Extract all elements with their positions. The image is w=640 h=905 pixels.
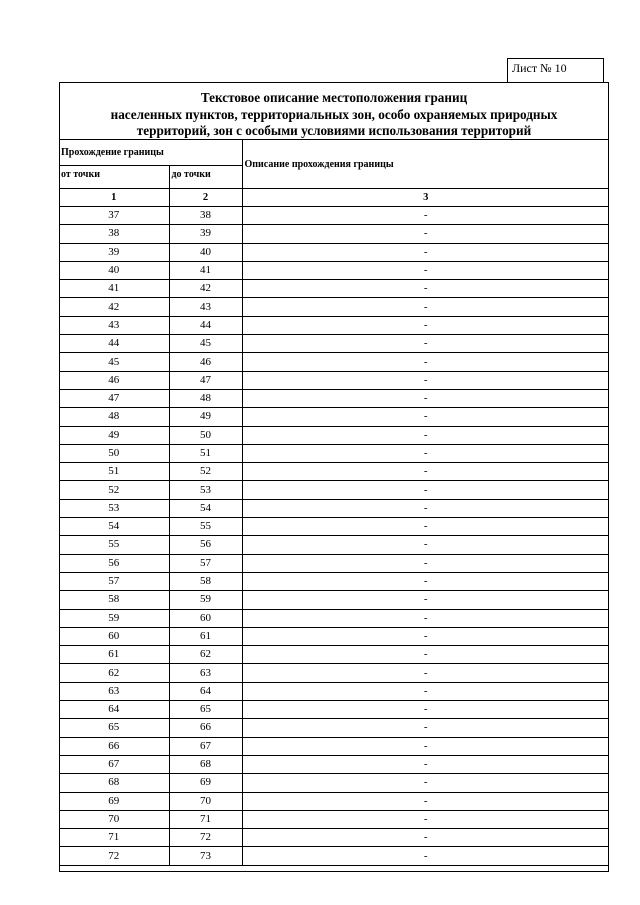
column-number-2: 2	[169, 189, 242, 207]
table-row	[59, 774, 609, 792]
table-row	[59, 499, 609, 517]
from-point-cell: 38	[59, 225, 169, 243]
to-point-cell: 41	[169, 261, 242, 279]
column-number-3: 3	[242, 189, 609, 207]
description-cell: -	[242, 243, 609, 261]
to-point-cell: 66	[169, 719, 242, 737]
table-row	[59, 298, 609, 316]
description-cell: -	[242, 792, 609, 810]
to-point-cell: 47	[169, 371, 242, 389]
description-cell: -	[242, 719, 609, 737]
description-header: Описание прохождения границы	[242, 140, 609, 189]
table-row	[59, 225, 609, 243]
to-point-cell: 54	[169, 499, 242, 517]
from-point-cell: 41	[59, 280, 169, 298]
table-row	[59, 554, 609, 572]
from-point-cell: 69	[59, 792, 169, 810]
table-row	[59, 280, 609, 298]
from-point-cell: 48	[59, 408, 169, 426]
table-row	[59, 207, 609, 225]
description-cell: -	[242, 335, 609, 353]
to-point-cell: 49	[169, 408, 242, 426]
from-point-cell: 37	[59, 207, 169, 225]
table-row	[59, 316, 609, 334]
description-cell: -	[242, 389, 609, 407]
description-cell: -	[242, 774, 609, 792]
table-row	[59, 682, 609, 700]
to-point-cell: 53	[169, 481, 242, 499]
to-point-cell: 65	[169, 701, 242, 719]
table-row	[59, 646, 609, 664]
from-point-cell: 59	[59, 609, 169, 627]
description-cell: -	[242, 810, 609, 828]
column-number-row	[59, 189, 609, 207]
table-row	[59, 810, 609, 828]
passage-header: Прохождение границы	[59, 140, 242, 166]
to-point-cell: 43	[169, 298, 242, 316]
description-cell: -	[242, 755, 609, 773]
table-row	[59, 591, 609, 609]
table-row	[59, 792, 609, 810]
to-point-cell: 55	[169, 518, 242, 536]
description-cell: -	[242, 554, 609, 572]
table-row	[59, 701, 609, 719]
description-cell: -	[242, 572, 609, 590]
description-cell: -	[242, 444, 609, 462]
to-point-cell: 72	[169, 829, 242, 847]
from-point-cell: 42	[59, 298, 169, 316]
to-point-cell: 62	[169, 646, 242, 664]
to-point-cell: 71	[169, 810, 242, 828]
from-point-cell: 71	[59, 829, 169, 847]
from-point-cell: 39	[59, 243, 169, 261]
from-point-cell: 53	[59, 499, 169, 517]
from-point-cell: 46	[59, 371, 169, 389]
description-cell: -	[242, 499, 609, 517]
table-row	[59, 261, 609, 279]
to-point-cell: 39	[169, 225, 242, 243]
table-row	[59, 243, 609, 261]
from-point-cell: 68	[59, 774, 169, 792]
table-row	[59, 353, 609, 371]
description-cell: -	[242, 207, 609, 225]
from-point-cell: 50	[59, 444, 169, 462]
to-point-cell: 48	[169, 389, 242, 407]
from-point-cell: 62	[59, 664, 169, 682]
from-point-cell: 47	[59, 389, 169, 407]
description-cell: -	[242, 481, 609, 499]
from-point-cell: 51	[59, 463, 169, 481]
from-point-cell: 61	[59, 646, 169, 664]
to-point-header: до точки	[169, 166, 242, 189]
description-cell: -	[242, 463, 609, 481]
boundary-table	[59, 139, 609, 866]
from-point-cell: 49	[59, 426, 169, 444]
to-point-cell: 38	[169, 207, 242, 225]
to-point-cell: 60	[169, 609, 242, 627]
table-row	[59, 389, 609, 407]
from-point-cell: 67	[59, 755, 169, 773]
description-cell: -	[242, 225, 609, 243]
to-point-cell: 40	[169, 243, 242, 261]
description-cell: -	[242, 261, 609, 279]
description-cell: -	[242, 316, 609, 334]
description-cell: -	[242, 280, 609, 298]
table-row	[59, 829, 609, 847]
description-cell: -	[242, 664, 609, 682]
description-cell: -	[242, 408, 609, 426]
to-point-cell: 56	[169, 536, 242, 554]
from-point-cell: 54	[59, 518, 169, 536]
description-cell: -	[242, 682, 609, 700]
column-number-1: 1	[59, 189, 169, 207]
table-row	[59, 371, 609, 389]
from-point-cell: 72	[59, 847, 169, 865]
to-point-cell: 50	[169, 426, 242, 444]
document-title	[59, 82, 609, 140]
to-point-cell: 59	[169, 591, 242, 609]
from-point-cell: 55	[59, 536, 169, 554]
to-point-cell: 45	[169, 335, 242, 353]
table-row	[59, 627, 609, 645]
from-point-cell: 40	[59, 261, 169, 279]
table-row	[59, 664, 609, 682]
to-point-cell: 63	[169, 664, 242, 682]
description-cell: -	[242, 371, 609, 389]
to-point-cell: 42	[169, 280, 242, 298]
from-point-cell: 60	[59, 627, 169, 645]
table-row	[59, 755, 609, 773]
description-cell: -	[242, 353, 609, 371]
table-row	[59, 609, 609, 627]
table-row	[59, 463, 609, 481]
sheet-number-label: Лист № 10	[507, 58, 604, 83]
description-cell: -	[242, 646, 609, 664]
from-point-cell: 64	[59, 701, 169, 719]
from-point-cell: 63	[59, 682, 169, 700]
title-line-1: Текстовое описание местоположения границ	[200, 90, 468, 105]
table-row	[59, 572, 609, 590]
table-row	[59, 335, 609, 353]
table-row	[59, 536, 609, 554]
table-row	[59, 444, 609, 462]
to-point-cell: 52	[169, 463, 242, 481]
to-point-cell: 69	[169, 774, 242, 792]
description-cell: -	[242, 701, 609, 719]
from-point-cell: 66	[59, 737, 169, 755]
table-row	[59, 847, 609, 865]
to-point-cell: 67	[169, 737, 242, 755]
from-point-cell: 44	[59, 335, 169, 353]
table-row	[59, 719, 609, 737]
description-cell: -	[242, 591, 609, 609]
to-point-cell: 51	[169, 444, 242, 462]
to-point-cell: 44	[169, 316, 242, 334]
from-point-header: от точки	[59, 166, 169, 189]
description-cell: -	[242, 609, 609, 627]
from-point-cell: 56	[59, 554, 169, 572]
title-line-3: территорий, зон с особыми условиями использования территорий	[136, 123, 532, 138]
from-point-cell: 70	[59, 810, 169, 828]
from-point-cell: 57	[59, 572, 169, 590]
from-point-cell: 45	[59, 353, 169, 371]
from-point-cell: 65	[59, 719, 169, 737]
description-cell: -	[242, 426, 609, 444]
table-header-row	[59, 140, 609, 166]
to-point-cell: 61	[169, 627, 242, 645]
from-point-cell: 52	[59, 481, 169, 499]
table-row	[59, 518, 609, 536]
to-point-cell: 57	[169, 554, 242, 572]
description-cell: -	[242, 829, 609, 847]
table-row	[59, 426, 609, 444]
description-cell: -	[242, 298, 609, 316]
table-row	[59, 737, 609, 755]
description-cell: -	[242, 627, 609, 645]
table-row	[59, 408, 609, 426]
table-row	[59, 481, 609, 499]
title-line-2: населенных пунктов, территориальных зон, особо охраняемых природных	[110, 106, 558, 122]
to-point-cell: 46	[169, 353, 242, 371]
to-point-cell: 73	[169, 847, 242, 865]
from-point-cell: 43	[59, 316, 169, 334]
description-cell: -	[242, 737, 609, 755]
description-cell: -	[242, 518, 609, 536]
to-point-cell: 68	[169, 755, 242, 773]
to-point-cell: 70	[169, 792, 242, 810]
to-point-cell: 64	[169, 682, 242, 700]
to-point-cell: 58	[169, 572, 242, 590]
from-point-cell: 58	[59, 591, 169, 609]
description-cell: -	[242, 847, 609, 865]
description-cell: -	[242, 536, 609, 554]
